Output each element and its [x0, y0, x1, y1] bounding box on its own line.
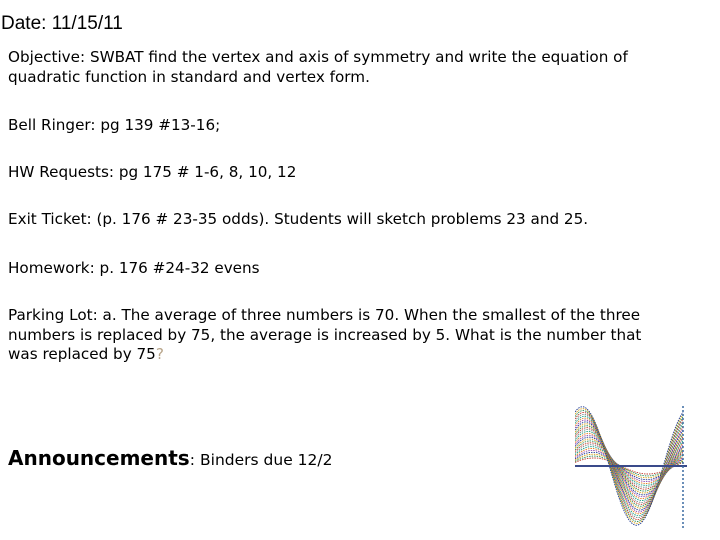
- objective-text: Objective: SWBAT find the vertex and axis of symmetry and write the equation of quadratic function in standard and vertex form.: [8, 48, 628, 86]
- exit-ticket-text: Exit Ticket: (p. 176 # 23-35 odds). Students will sketch problems 23 and 25.: [8, 210, 589, 228]
- parking-lot-text: [8, 306, 708, 365]
- announcements: [8, 446, 332, 470]
- announcements-heading: Announcements: [8, 446, 190, 470]
- bell-ringer-text: Bell Ringer: pg 139 #13-16;: [8, 116, 221, 134]
- parking-lot-question-mark: ?: [155, 345, 164, 363]
- date-heading: Date: 11/15/11: [1, 13, 123, 34]
- sine-wave-icon: [575, 404, 687, 532]
- announcements-value: Binders due 12/2: [200, 451, 333, 469]
- sine-wave-family-graphic: [575, 404, 687, 532]
- parking-lot-body: Parking Lot: a. The average of three numbers is 70. When the smallest of the three numbers is replaced by 75, the average is increased by 5. What is the number that was replaced by 75: [8, 306, 642, 363]
- announcements-colon: :: [189, 451, 195, 469]
- homework-text: Homework: p. 176 #24-32 evens: [8, 259, 260, 277]
- hw-requests-text: HW Requests: pg 175 # 1-6, 8, 10, 12: [8, 163, 297, 181]
